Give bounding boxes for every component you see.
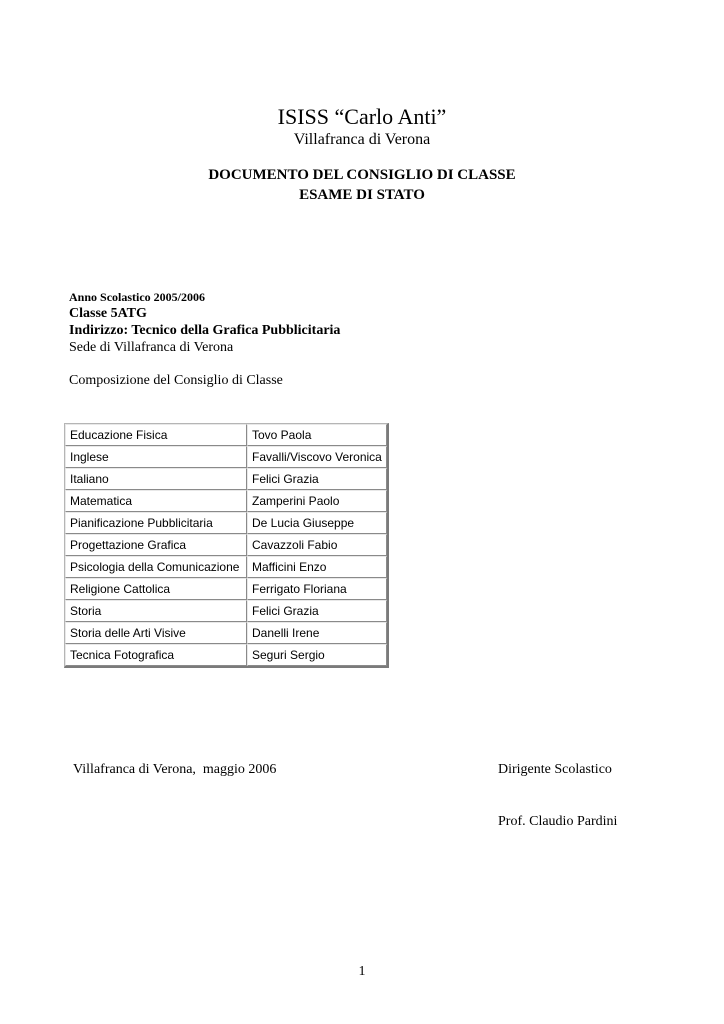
teacher-cell: Felici Grazia bbox=[247, 468, 387, 490]
subject-cell: Matematica bbox=[65, 490, 247, 512]
subject-cell: Inglese bbox=[65, 446, 247, 468]
location-label: Sede di Villafranca di Verona bbox=[69, 340, 234, 355]
subject-cell: Psicologia della Comunicazione bbox=[65, 556, 247, 578]
page-number: 1 bbox=[358, 964, 366, 979]
teacher-cell: De Lucia Giuseppe bbox=[247, 512, 387, 534]
track-label: Indirizzo: Tecnico della Grafica Pubblicitaria bbox=[69, 323, 341, 338]
subject-cell: Educazione Fisica bbox=[65, 424, 247, 446]
subject-cell: Storia delle Arti Visive bbox=[65, 622, 247, 644]
table-row bbox=[65, 512, 387, 534]
subject-cell: Religione Cattolica bbox=[65, 578, 247, 600]
teacher-cell: Seguri Sergio bbox=[247, 644, 387, 666]
teacher-cell: Felici Grazia bbox=[247, 600, 387, 622]
teacher-cell: Ferrigato Floriana bbox=[247, 578, 387, 600]
principal-role: Dirigente Scolastico bbox=[498, 762, 612, 777]
teacher-cell: Favalli/Viscovo Veronica bbox=[247, 446, 387, 468]
principal-name: Prof. Claudio Pardini bbox=[498, 814, 618, 829]
table-row bbox=[65, 468, 387, 490]
teacher-cell: Cavazzoli Fabio bbox=[247, 534, 387, 556]
table-row bbox=[65, 644, 387, 666]
school-name: ISISS “Carlo Anti” bbox=[277, 104, 447, 129]
teacher-cell: Danelli Irene bbox=[247, 622, 387, 644]
table-row bbox=[65, 534, 387, 556]
school-year: Anno Scolastico 2005/2006 bbox=[69, 290, 206, 304]
teacher-cell: Mafficini Enzo bbox=[247, 556, 387, 578]
subject-cell: Progettazione Grafica bbox=[65, 534, 247, 556]
table-row bbox=[65, 446, 387, 468]
table-row bbox=[65, 556, 387, 578]
class-label: Classe 5ATG bbox=[69, 306, 147, 321]
teacher-cell: Zamperini Paolo bbox=[247, 490, 387, 512]
table-row bbox=[65, 600, 387, 622]
school-city: Villafranca di Verona bbox=[293, 131, 431, 148]
council-table bbox=[64, 423, 389, 668]
table-row bbox=[65, 490, 387, 512]
document-subtitle: ESAME DI STATO bbox=[299, 187, 425, 203]
place-date: Villafranca di Verona, maggio 2006 bbox=[73, 762, 277, 777]
subject-cell: Storia bbox=[65, 600, 247, 622]
table-row bbox=[65, 424, 387, 446]
table-row bbox=[65, 622, 387, 644]
council-heading: Composizione del Consiglio di Classe bbox=[69, 373, 283, 388]
subject-cell: Italiano bbox=[65, 468, 247, 490]
subject-cell: Tecnica Fotografica bbox=[65, 644, 247, 666]
teacher-cell: Tovo Paola bbox=[247, 424, 387, 446]
subject-cell: Pianificazione Pubblicitaria bbox=[65, 512, 247, 534]
table-row bbox=[65, 578, 387, 600]
document-title: DOCUMENTO DEL CONSIGLIO DI CLASSE bbox=[208, 167, 516, 183]
